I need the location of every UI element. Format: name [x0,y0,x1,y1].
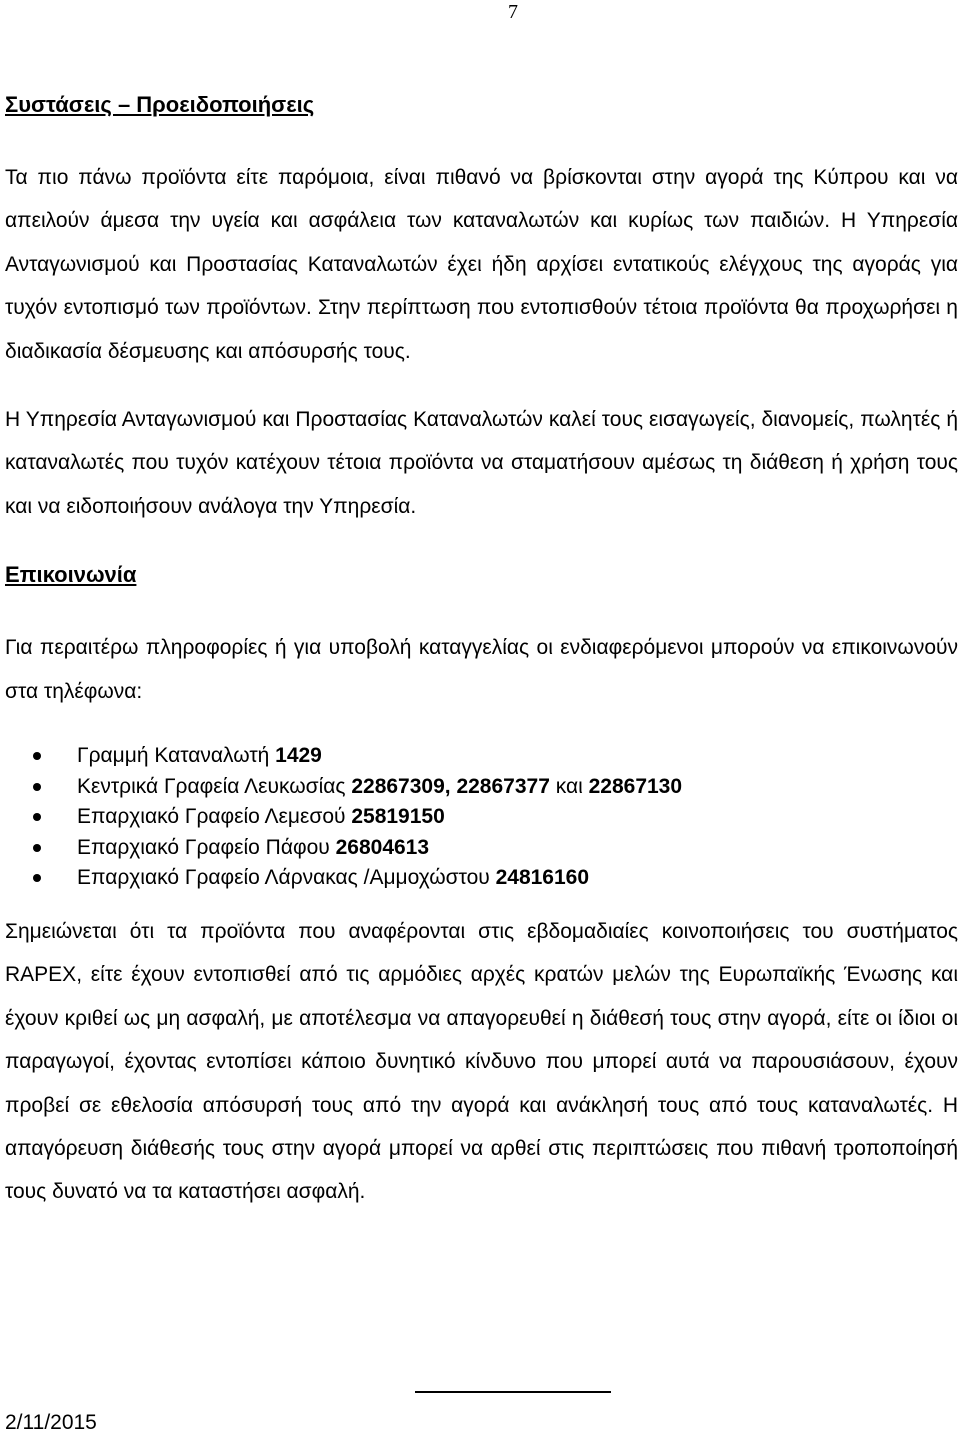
contact-label: Γραμμή Καταναλωτή [77,744,276,768]
contact-label: Επαρχιακό Γραφείο Πάφου [77,835,336,859]
list-item [5,772,958,803]
list-item [5,863,958,894]
contact-intro-paragraph: Για περαιτέρω πληροφορίες ή για υποβολή καταγγελίας οι ενδιαφερόμενοι μπορούν να επικοινωνούν στα τηλέφωνα: [5,636,958,703]
warnings-heading: Συστάσεις – Προειδοποιήσεις [5,92,315,117]
bullet-icon [33,752,41,760]
footnote-separator [415,1391,611,1393]
bullet-icon [33,844,41,852]
contact-number: 1429 [275,744,322,768]
bullet-icon [33,783,41,791]
list-item [5,741,958,772]
contact-number: 22867309, 22867377 [351,774,550,798]
contact-label: Κεντρικά Γραφεία Λευκωσίας [77,774,352,798]
list-item [5,802,958,833]
contact-number: 24816160 [495,866,590,890]
warnings-paragraph-1: Τα πιο πάνω προϊόντα είτε παρόμοια, είναι πιθανό να βρίσκονται στην αγορά της Κύπρου και να απειλούν άμεσα την υγεία και ασφάλεια των καταναλωτών και κυρίως των παιδιών. Η Υπηρεσία Ανταγωνισμού και Προστασίας Καταναλωτών έχει ήδη αρχίσει εντατικούς ελέγχους της αγοράς για τυχόν εντοπισμό των προϊόντων. Στην περίπτωση που εντοπισθούν τέτοια προϊόντα θα προχωρήσει η διαδικασία δέσμευσης και απόσυρσής τους. [5,166,958,363]
bullet-icon [33,813,41,821]
bullet-icon [33,874,41,882]
rapex-note-paragraph: Σημειώνεται ότι τα προϊόντα που αναφέρονται στις εβδομαδιαίες κοινοποιήσεις του συστήματος RAPEX, είτε έχουν εντοπισθεί από τις αρμόδιες αρχές κρατών μελών της Ευρωπαϊκής Ένωσης και έχουν κριθεί ως μη ασφαλή, με αποτέλεσμα να απαγορευθεί η διάθεσή τους στην αγορά, είτε οι ίδιοι οι παραγωγοί, έχοντας εντοπίσει κάποιο δυνητικό κίνδυνο που μπορεί αυτά να παρουσιάσουν, έχουν προβεί σε εθελοσία απόσυρσή τους από την αγορά και ανάκλησή τους από τους καταναλωτές. Η απαγόρευση διάθεσής τους στην αγορά μπορεί να αρθεί στις περιπτώσεις που πιθανή τροποποίησή τους δυνατό να τα καταστήσει ασφαλή. [5,920,958,1204]
contact-label: Επαρχιακό Γραφείο Λάρνακας /Αμμοχώστου [77,866,496,890]
list-item [5,833,958,864]
warnings-paragraph-2: Η Υπηρεσία Ανταγωνισμού και Προστασίας Καταναλωτών καλεί τους εισαγωγείς, διανομείς, πωλητές ή καταναλωτές που τυχόν κατέχουν τέτοια προϊόντα να σταματήσουν αμέσως τη διάθεση ή χρήση τους και να ειδοποιήσουν ανάλογα την Υπηρεσία. [5,408,958,518]
contact-label: Επαρχιακό Γραφείο Λεμεσού [77,805,352,829]
page-number: 7 [508,1,518,23]
contact-number: 26804613 [335,835,430,859]
contact-number: 25819150 [351,805,445,829]
contact-heading: Επικοινωνία [5,562,137,588]
contact-list [5,741,958,894]
document-body [5,80,958,1214]
footer-date: 2/11/2015 [5,1411,97,1434]
contact-number-extra: 22867130 [588,774,683,798]
contact-connector: και [549,774,589,798]
